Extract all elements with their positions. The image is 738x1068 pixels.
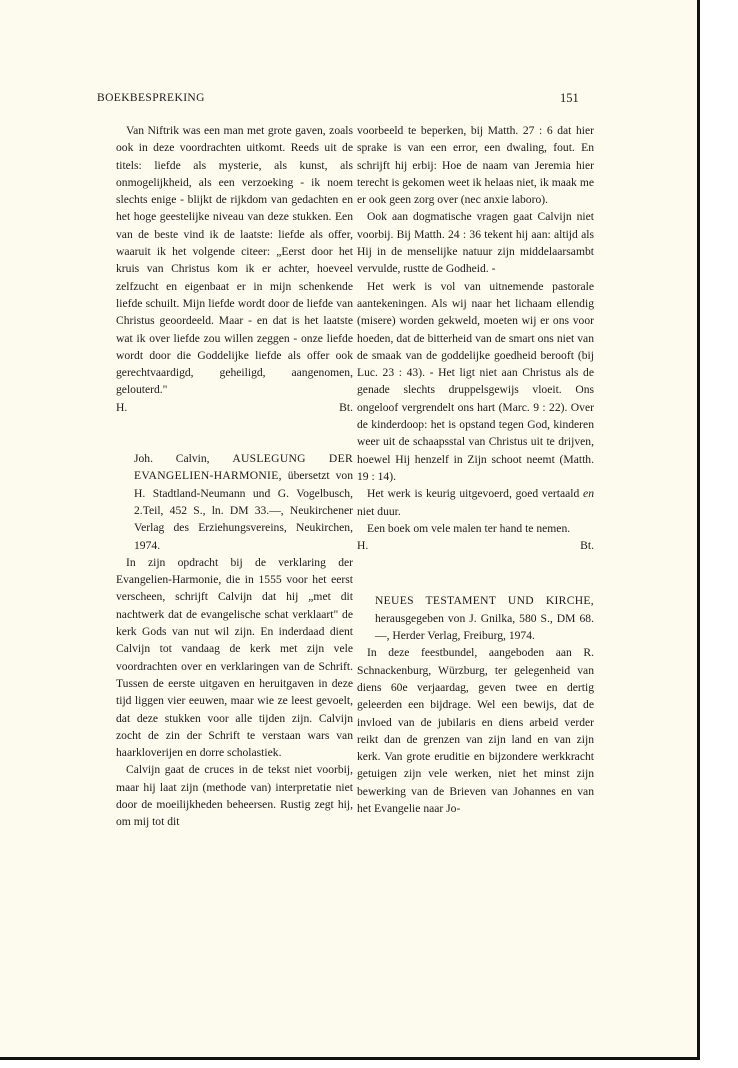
review-signature [116, 399, 353, 416]
book-details: übersetzt von H. Stadtland-Neumann und G. Vogelbusch, 2.Teil, 452 S., ln. DM 33.—, Neukirchener Verlag des Erziehungsvereins, Neukirchen, 1974. [134, 469, 353, 552]
page-number: 151 [560, 91, 579, 105]
review-paragraph: In zijn opdracht bij de verklaring der Evangelien-Harmonie, die in 1555 voor het eerst verscheen, schrijft Calvijn dat hij „met dit nachtwerk dat de evangelische schat verklaart" de kerk Gods van nut wil zijn. En inderdaad dient Calvijn tot vandaag de kerk met zijn vele voordrachten over en verklaringen van de Schrift. Tussen de eerste uitgaven en heruitgaven in deze tijd liggen vier eeuwen, maar wie ze leest gevoelt, dat deze stukken voor alle tijden zijn. Calvijn zocht de zin der Schrift te verstaan wars van haarkloverijen en dorre scholastiek. [116, 555, 353, 760]
signature-initial: H. [116, 400, 128, 414]
review-paragraph: Ook aan dogmatische vragen gaat Calvijn niet voorbij. Bij Matth. 24 : 36 tekent hij aan: altijd als Hij in de menselijke natuur zijn middelaarsambt vervulde, rustte de Godheid. - [357, 210, 594, 276]
review-paragraph: Het werk is vol van uitnemende pastorale aantekeningen. Als wij naar het lichaam ellendig (misere) worden gekweld, moeten wij er ons voor hoeden, dat de bitterheid van de smart ons niet van de smaak van de goddelijke goedheid berooft (bij Luc. 23 : 43). - Het ligt niet aan Christus als de genade slechts druppelsgewijs vloeit. Ons ongeloof vergrendelt ons hart (Marc. 9 : 22). Over de kinderdoop: het is opstand tegen God, kinderen weer uit de schaapsstal van Christus uit te drijven, hoewel Hij henzelf in Zijn schoot neemt (Matth. 19 : 14). [357, 279, 594, 483]
book-title: AUSLEGUNG DER EVANGELIEN-HARMONIE, [134, 452, 353, 483]
review-paragraph: In deze feestbundel, aangeboden aan R. Schnackenburg, Würzburg, ter gelegenheid van diens 60e verjaardag, geven twee en dertig geleerden een bijdrage. Wel een bewijs, dat de invloed van de jubilaris en diens arbeid verder reikt dan de grenzen van zijn land en van zijn kerk. Van grote eruditie en bijzondere werkkracht getuigen zijn vele werken, niet het minst zijn bewerking van de Brieven van Johannes en van het Evangelie naar Jo- [357, 646, 594, 815]
review-paragraph: Het werk is keurig uitgevoerd, goed vertaald en niet duur. [357, 487, 594, 518]
review-signature [357, 537, 594, 554]
signature-name: Bt. [580, 539, 594, 553]
book-heading [116, 450, 353, 554]
review-paragraph: Calvijn gaat de cruces in de tekst niet voorbij, maar hij laat zijn (methode van) interpretatie niet door de moeilijkheden beheersen. Rustig zegt hij, om mij tot dit [116, 763, 353, 829]
book-details: herausgegeben von J. Gnilka, 580 S., DM 68.—, Herder Verlag, Freiburg, 1974. [375, 611, 594, 643]
review-paragraph: Een boek om vele malen ter hand te nemen. [367, 521, 571, 535]
book-title: NEUES TESTAMENT UND KIRCHE, [375, 594, 594, 608]
left-column [116, 122, 353, 831]
running-title: BOEKBESPREKING [97, 92, 205, 104]
signature-name: Bt. [339, 400, 353, 414]
review-paragraph: voorbeeld te beperken, bij Matth. 27 : 6 dat hier sprake is van een error, een dwaling, fout. En schrijft hij erbij: Hoe de naam van Jeremia hier terecht is gekomen weet ik helaas niet, ik maak me er ook geen zorg over (nec anxie laboro). [357, 124, 594, 207]
book-heading [357, 592, 594, 644]
review-paragraph: Van Niftrik was een man met grote gaven, zoals ook in deze voordrachten uitkomt. Reeds uit de titels: liefde als mysterie, als kunst, als onmogelijkheid, als een verzoeking - ik noem slechts enige - blijkt de rijkdom van gedachten en het hoge geestelijke niveau van deze stukken. Een van de beste vind ik de laatste: liefde als offer, waaruit ik het volgende citeer: „Eerst door het kruis van Christus kom ik er achter, hoeveel zelfzucht en eigenbaat er in mijn schenkende liefde schuilt. Mijn liefde wordt door de liefde van Christus geoordeeld. Maar - en dat is het laatste wat ik over liefde zou willen zeggen - onze liefde wordt door die Goddelijke liefde als offer ook gerechtvaardigd, geheiligd, aangenomen, gelouterd." [116, 124, 353, 397]
right-column [357, 122, 594, 817]
signature-initial: H. [357, 539, 369, 553]
book-author: Joh. Calvin, [134, 452, 233, 466]
